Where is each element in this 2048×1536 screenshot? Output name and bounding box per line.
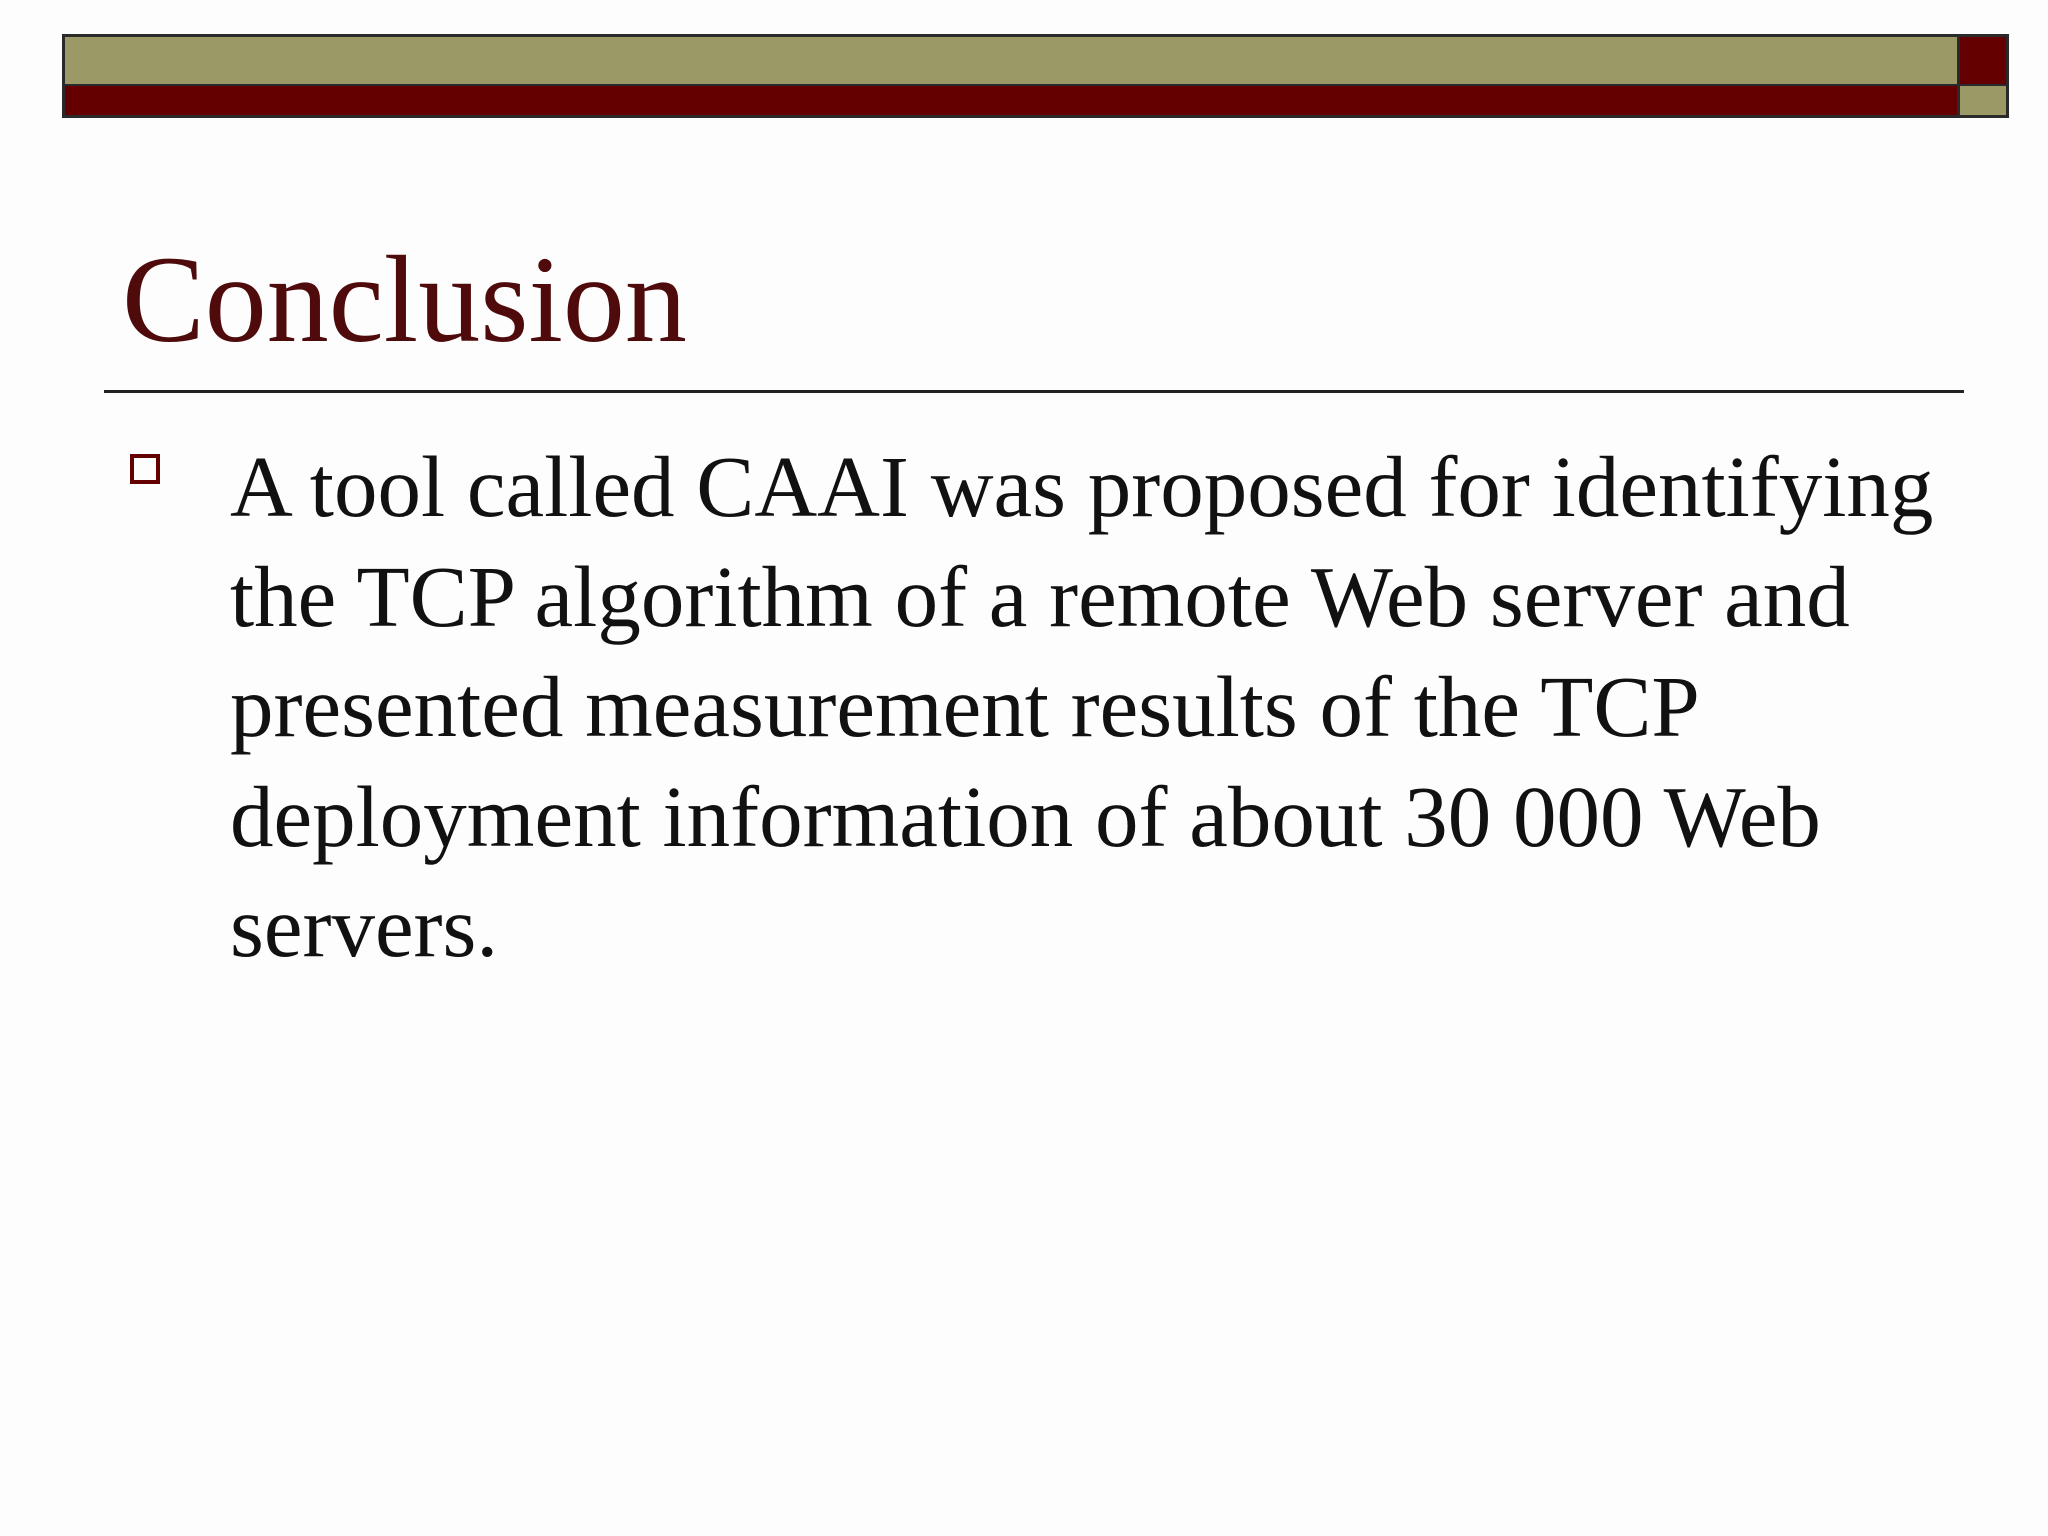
- bullet-text: A tool called CAAI was proposed for identifying the TCP algorithm of a remote Web server and presented measurement results of the TCP deployment information of about 30 000 Web servers.: [230, 438, 1934, 975]
- bullet-list: [124, 432, 1944, 982]
- header-corner-red-square: [1957, 34, 2009, 84]
- hollow-square-bullet-icon: [130, 454, 160, 484]
- bullet-item: [124, 432, 1944, 982]
- header-bar-olive: [62, 34, 1960, 84]
- slide-title: Conclusion: [122, 231, 687, 368]
- header-bar-red: [62, 84, 1960, 118]
- header-corner-olive-square: [1957, 84, 2009, 118]
- title-divider: [104, 390, 1964, 393]
